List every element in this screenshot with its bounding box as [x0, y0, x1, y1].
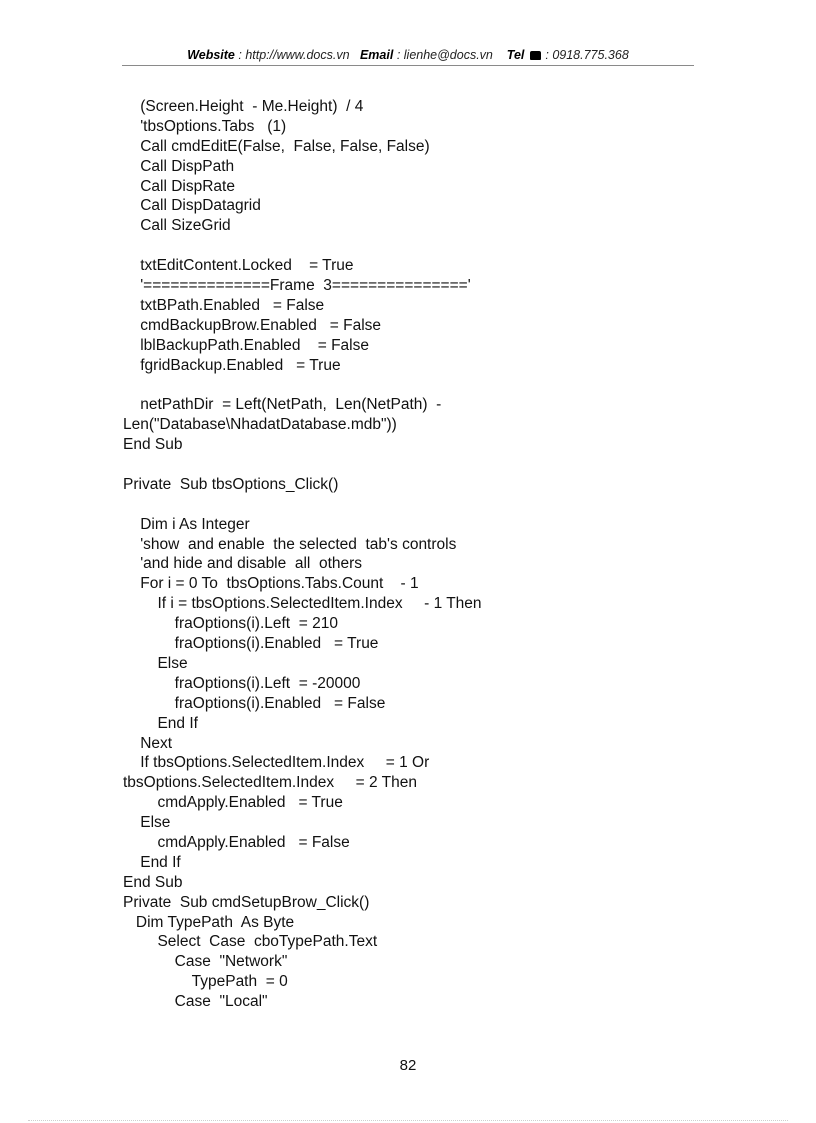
code-line: fgridBackup.Enabled = True [123, 356, 341, 374]
tel-value: : 0918.775.368 [545, 48, 629, 62]
code-line: 'and hide and disable all others [123, 555, 363, 573]
code-line: cmdApply.Enabled = True [123, 794, 343, 812]
code-line: Next [123, 734, 173, 752]
phone-icon [530, 51, 541, 60]
code-line: fraOptions(i).Enabled = False [123, 694, 386, 712]
code-line: Private Sub tbsOptions_Click() [123, 475, 339, 493]
code-line: txtEditContent.Locked = True [123, 257, 354, 275]
code-line [123, 375, 703, 395]
code-line: Call DispDatagrid [123, 197, 261, 215]
code-line [123, 455, 703, 475]
code-line: Call SizeGrid [123, 217, 231, 235]
code-block [123, 97, 703, 1012]
code-line: End Sub [123, 436, 183, 454]
code-line: If tbsOptions.SelectedItem.Index = 1 Or [123, 754, 430, 772]
code-line: End If [123, 853, 181, 871]
code-line: End If [123, 714, 198, 732]
code-line: End Sub [123, 873, 183, 891]
code-line: Case "Local" [123, 993, 268, 1011]
code-line: Call cmdEditE(False, False, False, False) [123, 137, 430, 155]
code-line: txtBPath.Enabled = False [123, 296, 325, 314]
code-line: fraOptions(i).Left = -20000 [123, 674, 361, 692]
code-line [123, 495, 703, 515]
code-line: Dim i As Integer [123, 515, 250, 533]
code-line: fraOptions(i).Left = 210 [123, 615, 338, 633]
code-line: If i = tbsOptions.SelectedItem.Index - 1 Then [123, 595, 482, 613]
tel-label: Tel [506, 48, 525, 62]
page-header [122, 47, 694, 65]
code-line: Else [123, 654, 188, 672]
code-line: lblBackupPath.Enabled = False [123, 336, 369, 354]
code-line: cmdApply.Enabled = False [123, 833, 350, 851]
code-line: fraOptions(i).Enabled = True [123, 635, 379, 653]
code-line: Else [123, 814, 171, 832]
code-line [123, 236, 703, 256]
website-label: Website [187, 48, 235, 62]
code-line: 'show and enable the selected tab's controls [123, 535, 457, 553]
code-line: Dim TypePath As Byte [123, 913, 295, 931]
code-line: '==============Frame 3===============' [123, 277, 471, 295]
header-divider [122, 65, 694, 66]
code-line: TypePath = 0 [123, 973, 288, 991]
code-line: Select Case cboTypePath.Text [123, 933, 378, 951]
code-line: Call DispPath [123, 157, 235, 175]
code-line: For i = 0 To tbsOptions.Tabs.Count - 1 [123, 575, 419, 593]
email-value: : lienhe@docs.vn [396, 48, 493, 62]
code-line: Len("Database\NhadatDatabase.mdb")) [123, 416, 397, 434]
code-line: Call DispRate [123, 177, 235, 195]
website-value: : http://www.docs.vn [238, 48, 350, 62]
email-label: Email [359, 48, 394, 62]
code-line: netPathDir = Left(NetPath, Len(NetPath) - [123, 396, 442, 414]
page-number: 82 [399, 1057, 417, 1074]
footer-divider [28, 1120, 788, 1121]
code-line: 'tbsOptions.Tabs (1) [123, 117, 287, 135]
code-line: Private Sub cmdSetupBrow_Click() [123, 893, 370, 911]
code-line: tbsOptions.SelectedItem.Index = 2 Then [123, 774, 417, 792]
code-line: Case "Network" [123, 953, 288, 971]
code-line: (Screen.Height - Me.Height) / 4 [123, 98, 364, 115]
code-line: cmdBackupBrow.Enabled = False [123, 316, 382, 334]
